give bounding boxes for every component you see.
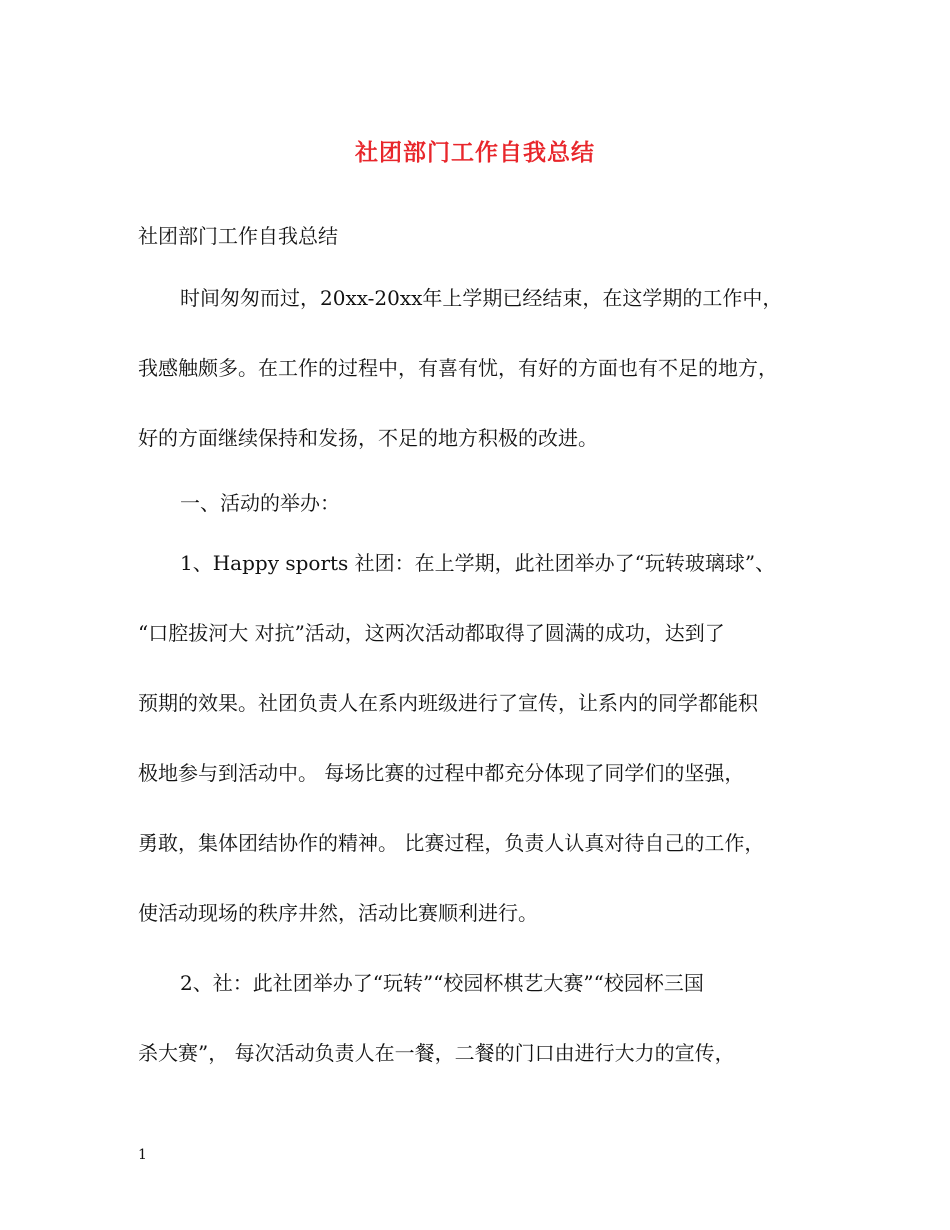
paragraph-line: 杀大赛”， 每次活动负责人在一餐，二餐的门口由进行大力的宣传， xyxy=(138,1041,735,1065)
paragraph-line: 时间匆匆而过，20xx-20xx年上学期已经结束，在这学期的工作中， xyxy=(180,286,783,310)
paragraph-line: 预期的效果。社团负责人在系内班级进行了宣传，让系内的同学都能积 xyxy=(138,691,758,715)
page-number: 1 xyxy=(138,1147,147,1163)
paragraph-line: 2、社：此社团举办了“玩转”“校园杯棋艺大赛”“校园杯三国 xyxy=(180,971,704,995)
paragraph-line: “口腔拔河大 对抗”活动，这两次活动都取得了圆满的成功，达到了 xyxy=(138,621,725,645)
subtitle-line: 社团部门工作自我总结 xyxy=(138,224,338,248)
paragraph-line: 我感触颇多。在工作的过程中，有喜有忧，有好的方面也有不足的地方， xyxy=(138,356,778,380)
paragraph-line: 极地参与到活动中。 每场比赛的过程中都充分体现了同学们的坚强， xyxy=(138,761,745,785)
document-title: 社团部门工作自我总结 xyxy=(355,139,595,166)
paragraph-line: 1、Happy sports 社团：在上学期，此社团举办了“玩转玻璃球”、 xyxy=(180,551,776,575)
paragraph-line: 勇敢，集体团结协作的精神。 比赛过程，负责人认真对待自己的工作， xyxy=(138,831,765,855)
paragraph-line: 使活动现场的秩序井然，活动比赛顺利进行。 xyxy=(138,901,538,925)
section-heading: 一、活动的举办： xyxy=(180,491,340,515)
paragraph-line: 好的方面继续保持和发扬，不足的地方积极的改进。 xyxy=(138,426,598,450)
